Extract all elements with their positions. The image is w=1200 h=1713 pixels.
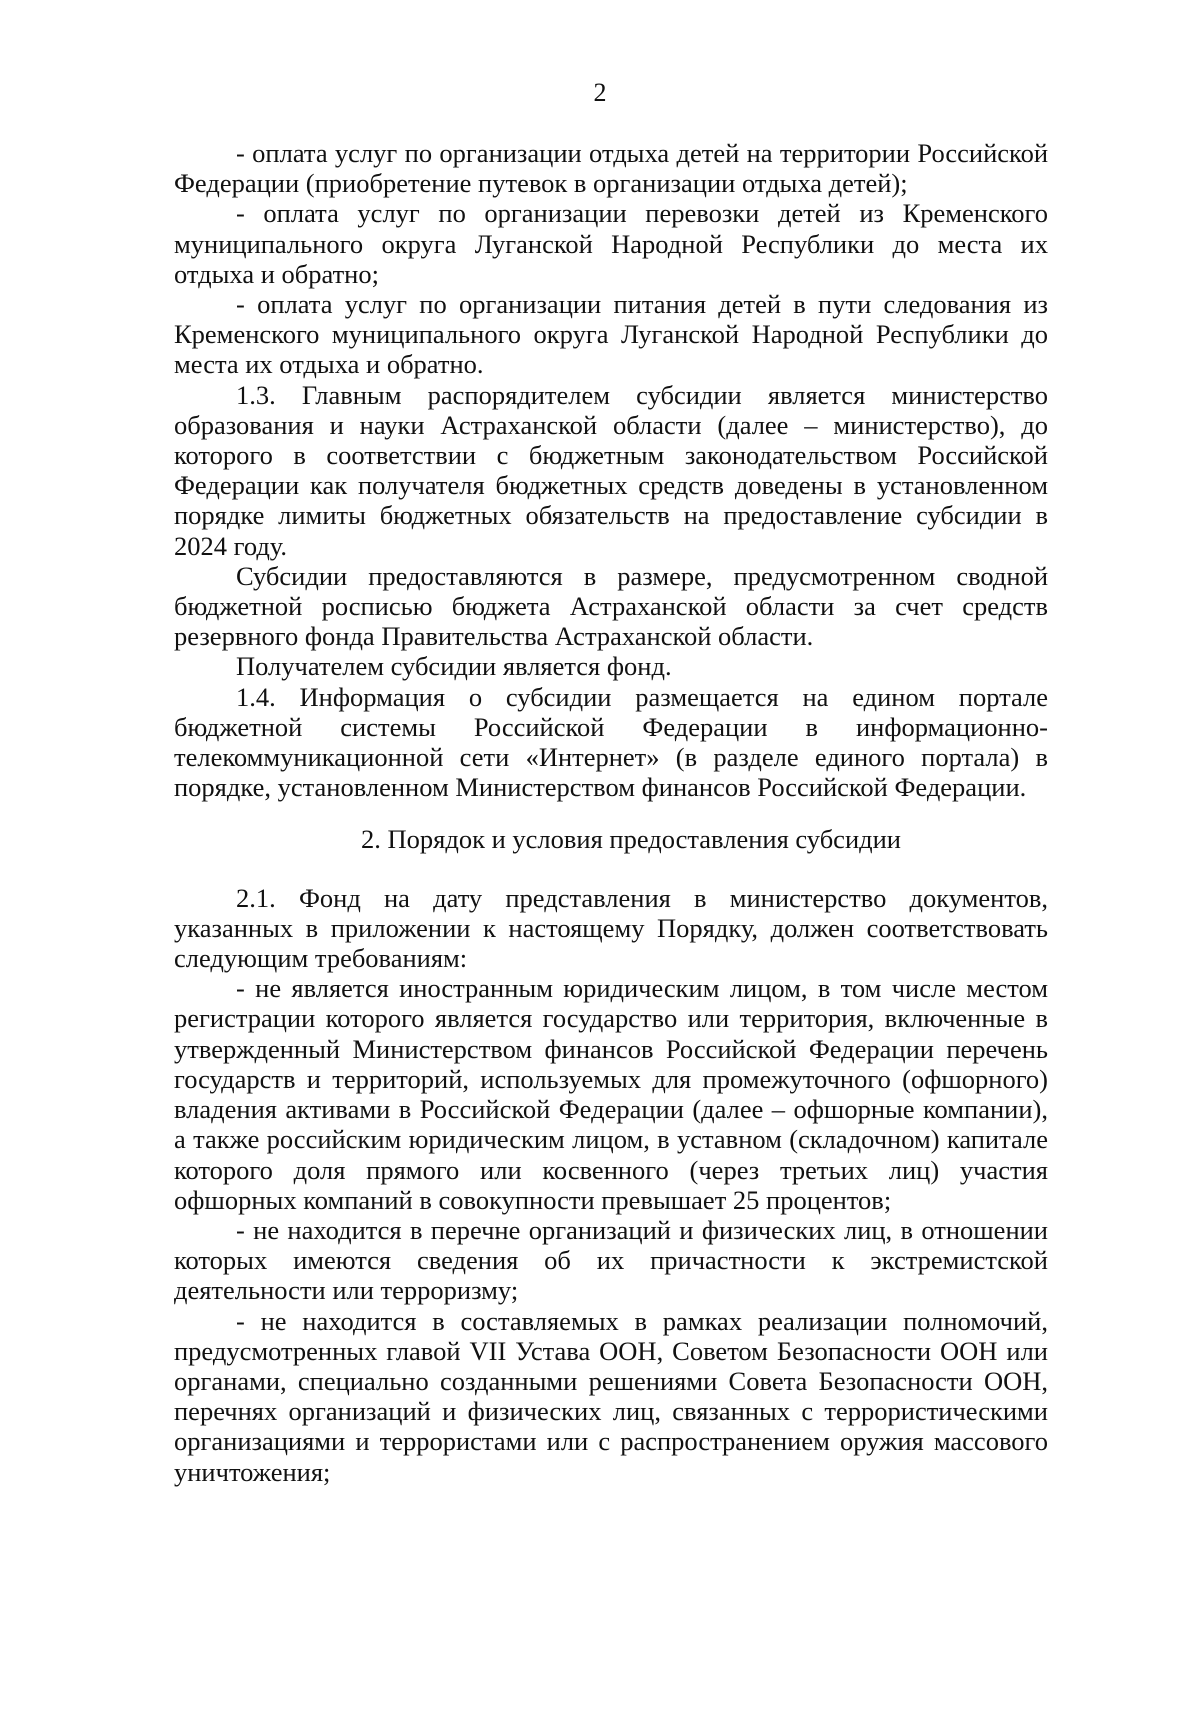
paragraph: 1.3. Главным распорядителем субсидии является министерство образования и науки Астраханской области (далее – министерство), до которого в соответствии с бюджетным законодательством Российской Федерации как получателя бюджетных средств доведены в установленном порядке лимиты бюджетных обязательств на предоставление субсидии в 2024 году.: [174, 379, 1048, 561]
paragraph: - оплата услуг по организации перевозки детей из Кременского муниципального округа Луганской Народной Республики до места их отдыха и обратно;: [174, 198, 1048, 289]
document-body: [174, 138, 1048, 1487]
paragraph: Субсидии предоставляются в размере, предусмотренном сводной бюджетной росписью бюджета Астраханской области за счет средств резервного фонда Правительства Астраханской области.: [174, 560, 1048, 652]
paragraph: - оплата услуг по организации отдыха детей на территории Российской Федерации (приобретение путевок в организации отдыха детей);: [174, 138, 1048, 199]
section-heading: 2. Порядок и условия предоставления субсидии: [361, 824, 901, 855]
paragraph: - не является иностранным юридическим лицом, в том числе местом регистрации которого является государство или территория, включенные в утвержденный Министерством финансов Российской Федерации перечень государств и территорий, используемых для промежуточного (офшорного) владения активами в Российской Федерации (далее – офшорные компании), а также российским юридическим лицом, в уставном (складочном) капитале которого доля прямого или косвенного (через третьих лиц) участия офшорных компаний в совокупности превышает 25 процентов;: [174, 973, 1048, 1215]
paragraph: - оплата услуг по организации питания детей в пути следования из Кременского муниципального округа Луганской Народной Республики до места их отдыха и обратно.: [174, 289, 1048, 380]
paragraph: - не находится в составляемых в рамках реализации полномочий, предусмотренных главой VII Устава ООН, Советом Безопасности ООН или органами, специально созданными решениями Совета Безопасности ООН, перечнях организаций и физических лиц, связанных с террористическими организациями и террористами или с распространением оружия массового уничтожения;: [174, 1305, 1048, 1487]
paragraph: - не находится в перечне организаций и физических лиц, в отношении которых имеются сведения об их причастности к экстремистской деятельности или терроризму;: [174, 1214, 1048, 1306]
paragraph: 1.4. Информация о субсидии размещается на едином портале бюджетной системы Российской Федерации в информационно-телекоммуникационной сети «Интернет» (в разделе единого портала) в порядке, установленном Министерством финансов Российской Федерации.: [174, 681, 1048, 803]
paragraph: Получателем субсидии является фонд.: [236, 651, 672, 682]
paragraph: 2.1. Фонд на дату представления в министерство документов, указанных в приложении к настоящему Порядку, должен соответствовать следующим требованиям:: [174, 882, 1048, 974]
page-number: 2: [593, 78, 607, 107]
